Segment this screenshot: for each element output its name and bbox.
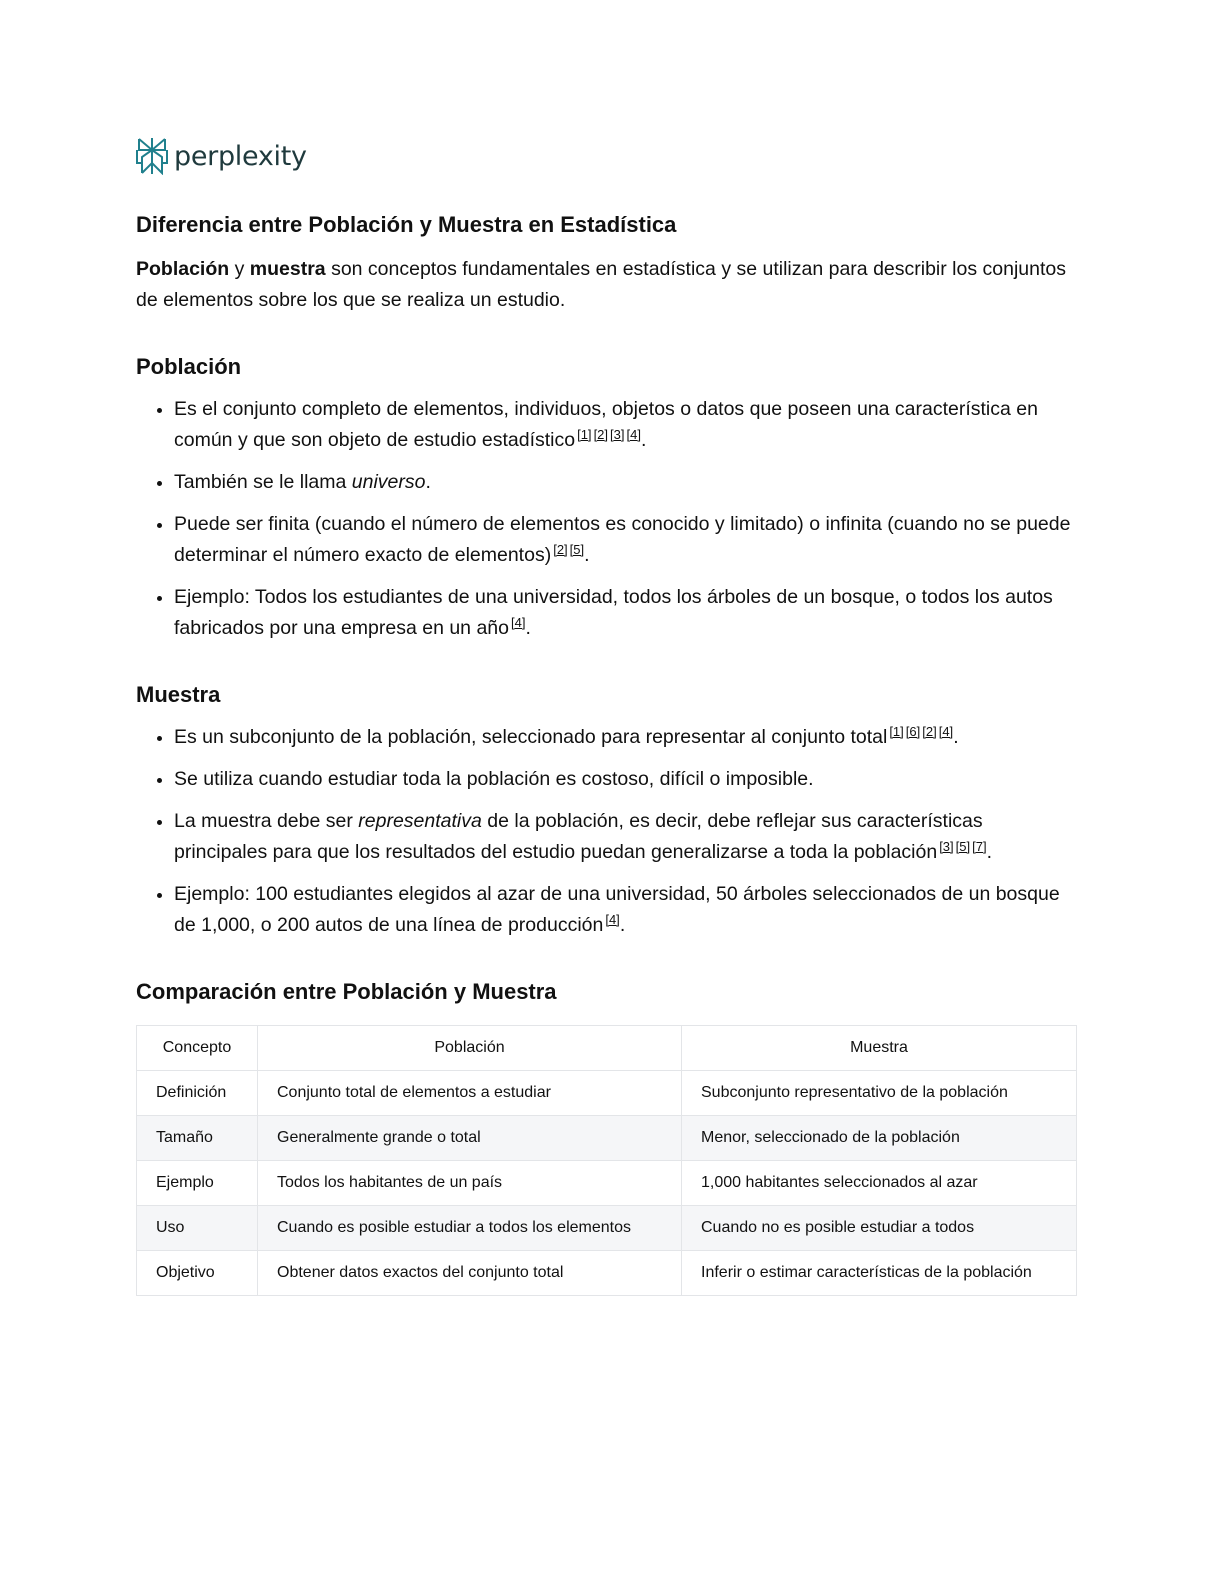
table-row <box>137 1116 1077 1161</box>
brand-name: perplexity <box>174 140 307 172</box>
citation-link[interactable]: [2] <box>593 427 609 442</box>
citation-link[interactable]: [5] <box>569 542 585 557</box>
table-cell: Cuando es posible estudiar a todos los elementos <box>258 1206 682 1251</box>
list-item-text: Ejemplo: 100 estudiantes elegidos al azar de una universidad, 50 árboles seleccionados de un bosque de 1,000, o 200 autos de una línea de producción <box>174 883 1060 936</box>
sections-container <box>136 352 1076 941</box>
list-item-text: . <box>425 471 431 493</box>
citation-link[interactable]: [3] <box>610 427 625 442</box>
list-item-text: . <box>619 914 626 936</box>
column-header-concepto: Concepto <box>137 1026 258 1071</box>
list-item-text: Ejemplo: Todos los estudiantes de una universidad, todos los árboles de un bosque, o todos los autos fabricados por una empresa en un año <box>174 586 1053 639</box>
table-cell: Cuando no es posible estudiar a todos <box>682 1206 1077 1251</box>
citation-link[interactable]: [1] <box>889 724 904 739</box>
list-item-text: . <box>953 726 959 748</box>
table-row <box>137 1251 1077 1296</box>
row-label-cell: Tamaño <box>137 1116 258 1161</box>
section-heading: Población <box>136 354 242 379</box>
row-label-cell: Ejemplo <box>137 1161 258 1206</box>
intro-text: y <box>229 258 250 280</box>
row-label-cell: Uso <box>137 1206 258 1251</box>
citation-link[interactable]: [6] <box>905 724 921 739</box>
list-item-text: Se utiliza cuando estudiar toda la población es costoso, difícil o imposible. <box>174 768 814 790</box>
citation-link[interactable]: [4] <box>938 724 954 739</box>
table-cell: Obtener datos exactos del conjunto total <box>258 1251 682 1296</box>
list-item-text: . <box>525 617 531 639</box>
table-cell: Todos los habitantes de un país <box>258 1161 682 1206</box>
list-item-text: Puede ser finita (cuando el número de elementos es conocido y limitado) o infinita (cuando no se puede determinar el número exacto de elementos) <box>174 513 1071 566</box>
list-item-text: . <box>986 841 993 863</box>
emphasis-text: representativa <box>358 810 482 832</box>
list-item <box>174 582 1076 644</box>
citation-link[interactable]: [4] <box>510 615 526 630</box>
document-page <box>136 136 1076 1296</box>
bullet-list <box>136 394 1076 644</box>
table-row <box>137 1206 1077 1251</box>
intro-bold-poblacion: Población <box>136 258 230 280</box>
list-item-text: También se le llama <box>174 471 352 493</box>
list-item-text: . <box>584 544 590 566</box>
citation-link[interactable]: [2] <box>553 542 568 557</box>
list-item <box>174 764 1076 795</box>
row-label-cell: Definición <box>137 1071 258 1116</box>
list-item-text: Es un subconjunto de la población, seleccionado para representar al conjunto total <box>174 726 888 748</box>
section-heading: Muestra <box>136 682 221 707</box>
comparison-table <box>136 1025 1077 1296</box>
row-label-cell: Objetivo <box>137 1251 258 1296</box>
column-header-poblacion: Población <box>258 1026 682 1071</box>
table-cell: Generalmente grande o total <box>258 1116 682 1161</box>
emphasis-text: universo <box>351 471 426 493</box>
list-item <box>174 806 1076 868</box>
table-row <box>137 1161 1077 1206</box>
citation-link[interactable]: [4] <box>605 912 620 927</box>
citation-link[interactable]: [5] <box>955 839 971 854</box>
intro-text: son conceptos fundamentales en estadística y se utilizan para describir los conjuntos de elementos sobre los que se realiza un estudio. <box>136 258 1066 311</box>
list-item <box>174 467 1076 498</box>
citation-link[interactable]: [1] <box>577 427 592 442</box>
document-title: Diferencia entre Población y Muestra en Estadística <box>136 212 677 237</box>
list-item-text: . <box>640 429 647 451</box>
table-row <box>137 1071 1077 1116</box>
perplexity-logo-icon <box>136 137 168 175</box>
table-cell: 1,000 habitantes seleccionados al azar <box>682 1161 1077 1206</box>
list-item <box>174 509 1076 571</box>
list-item-text: de la población, es decir, debe reflejar sus características principales para que los resultados del estudio puedan generalizarse a toda la población <box>174 810 983 863</box>
table-header-row <box>137 1026 1077 1071</box>
table-cell: Subconjunto representativo de la población <box>682 1071 1077 1116</box>
comparison-heading: Comparación entre Población y Muestra <box>136 979 557 1004</box>
citation-link[interactable]: [2] <box>922 724 937 739</box>
column-header-muestra: Muestra <box>682 1026 1077 1071</box>
table-cell: Conjunto total de elementos a estudiar <box>258 1071 682 1116</box>
list-item <box>174 722 1076 753</box>
citation-link[interactable]: [4] <box>626 427 641 442</box>
list-item <box>174 879 1076 941</box>
list-item-text: La muestra debe ser <box>174 810 359 832</box>
intro-paragraph <box>136 254 1076 316</box>
brand-logo <box>136 136 1076 176</box>
citation-link[interactable]: [7] <box>972 839 987 854</box>
citation-link[interactable]: [3] <box>939 839 954 854</box>
list-item <box>174 394 1076 456</box>
list-item-text: Es el conjunto completo de elementos, individuos, objetos o datos que poseen una característica en común y que son objeto de estudio estadístico <box>174 398 1038 451</box>
bullet-list <box>136 722 1076 941</box>
intro-bold-muestra: muestra <box>249 258 326 280</box>
table-cell: Menor, seleccionado de la población <box>682 1116 1077 1161</box>
table-cell: Inferir o estimar características de la población <box>682 1251 1077 1296</box>
